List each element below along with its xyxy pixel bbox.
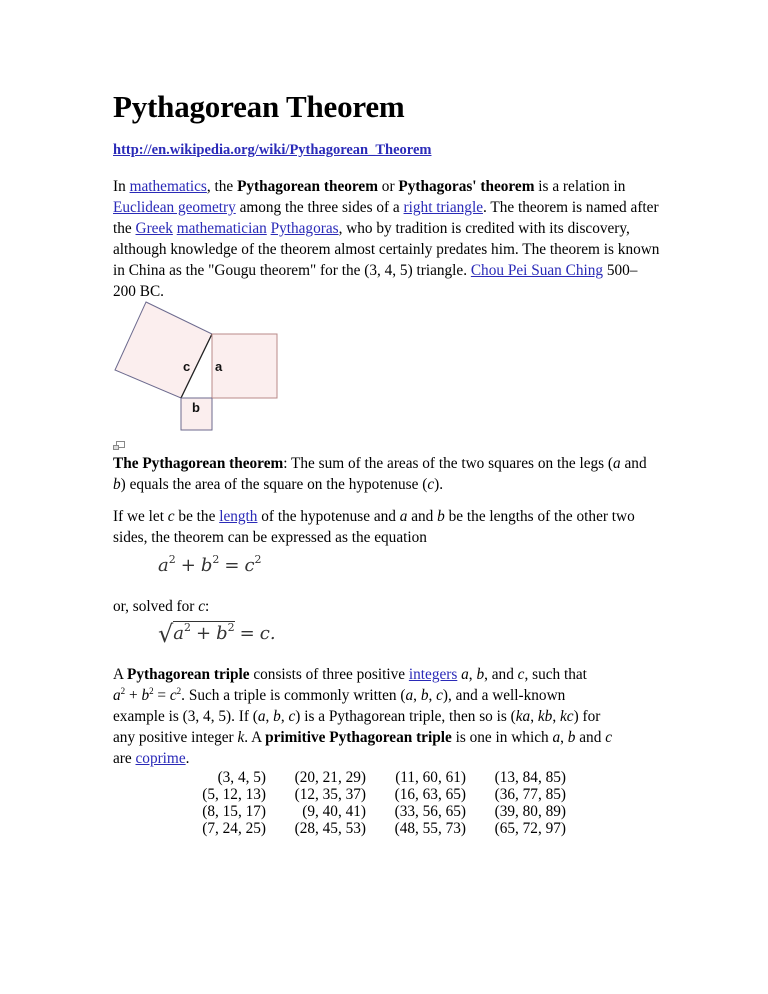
table-cell: (13, 84, 85) <box>494 769 566 786</box>
table-cell: (16, 63, 65) <box>394 786 466 803</box>
link-coprime[interactable]: coprime <box>135 750 186 767</box>
source-url-link[interactable]: http://en.wikipedia.org/wiki/Pythagorean_Theorem <box>113 142 432 158</box>
equation-pythagorean: $a^2 + b^2 = c^2$ <box>158 553 262 576</box>
table-cell: (11, 60, 61) <box>395 769 466 786</box>
link-mathematician[interactable]: mathematician <box>176 220 267 237</box>
table-cell: (39, 80, 89) <box>494 803 566 820</box>
pythagorean-diagram[interactable] <box>113 298 293 438</box>
table-cell: (7, 24, 25) <box>202 820 266 837</box>
table-cell: (65, 72, 97) <box>494 820 566 837</box>
table-cell: (12, 35, 37) <box>294 786 366 803</box>
table-row <box>198 769 566 786</box>
table-cell: (36, 77, 85) <box>494 786 566 803</box>
link-right-triangle[interactable]: right triangle <box>403 199 483 216</box>
table-row <box>198 786 566 803</box>
table-cell: (3, 4, 5) <box>217 769 266 786</box>
link-integers[interactable]: integers <box>408 666 458 683</box>
definition-paragraph: If we let c be the length of the hypotenuse and a and b be the lengths of the other two sides, the theorem can be expressed as the equation <box>113 508 635 546</box>
label-c: c <box>183 359 191 374</box>
link-pythagoras[interactable]: Pythagoras <box>270 220 339 237</box>
link-euclidean-geometry[interactable]: Euclidean geometry <box>113 199 236 216</box>
table-cell: (8, 15, 17) <box>202 803 266 820</box>
intro-paragraph: In mathematics, the Pythagorean theorem or Pythagoras' theorem is a relation in Euclidean geometry among the three sides of a right triangle. The theorem is named after the Greek mathematician Pythagoras, who by tradition is credited with its discovery, although knowledge of the theorem almost certainly predates him. The theorem is known in China as the "Gougu theorem" for the (3, 4, 5) triangle. Chou Pei Suan Ching 500– 200 BC. <box>113 178 660 300</box>
figure-caption: The Pythagorean theorem: The sum of the areas of the two squares on the legs (a and b) equals the area of the square on the hypotenuse (c). <box>113 455 647 493</box>
label-a: a <box>215 359 223 374</box>
table-cell: (9, 40, 41) <box>302 803 366 820</box>
link-chou-pei-suan-ching[interactable]: Chou Pei Suan Ching <box>470 262 604 279</box>
radical-sign: √ <box>158 620 174 648</box>
table-cell: (5, 12, 13) <box>202 786 266 803</box>
link-greek[interactable]: Greek <box>135 220 173 237</box>
pythagorean-triples-table <box>198 769 566 837</box>
table-cell: (28, 45, 53) <box>294 820 366 837</box>
magnify-clip-icon[interactable] <box>113 441 125 451</box>
table-row <box>198 803 566 820</box>
table-cell: (33, 56, 65) <box>394 803 466 820</box>
link-length[interactable]: length <box>219 508 258 525</box>
pythagorean-triple-paragraph: A Pythagorean triple consists of three positive integers a, b, and c, such that $a^2 + b^2 = c^2$. Such a triple is commonly written (a, b, c), and a well-known example is (3, 4, 5). If (a, b, c) is a Pythagorean triple, then so is (ka, kb, kc) for any positive integer k. A primitive Pythagorean triple is one in which a, b and c are coprime. <box>113 666 612 767</box>
table-row <box>198 820 566 837</box>
link-mathematics[interactable]: mathematics <box>129 178 207 195</box>
label-b: b <box>192 400 200 415</box>
table-cell: (48, 55, 73) <box>394 820 466 837</box>
table-cell: (20, 21, 29) <box>294 769 366 786</box>
equation-solved-c: $√a^2 + b^2 = c$. <box>158 620 276 648</box>
page-title: Pythagorean Theorem <box>113 89 405 124</box>
solved-for-text: or, solved for c: <box>113 598 210 615</box>
